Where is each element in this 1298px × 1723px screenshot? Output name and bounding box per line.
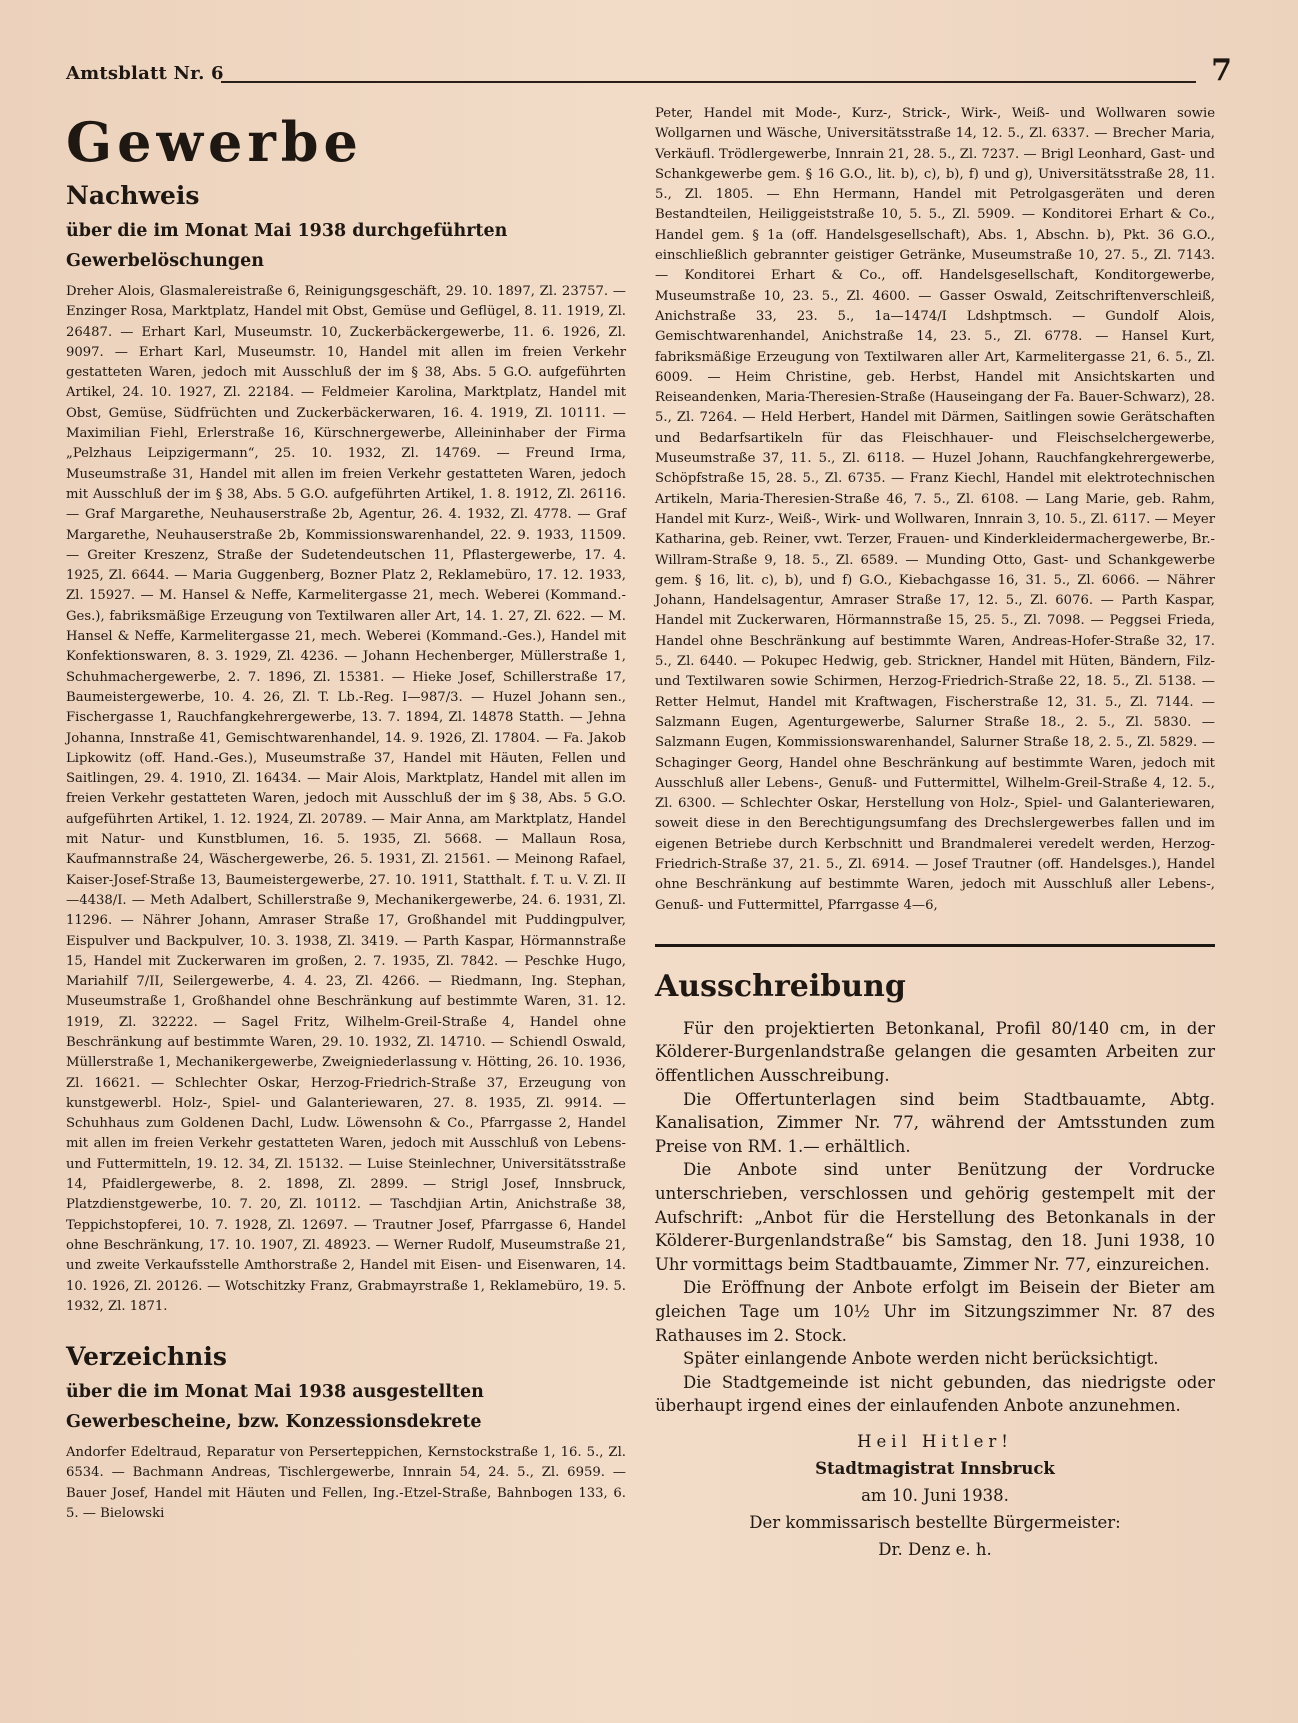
verzeichnis-continued-text: Peter, Handel mit Mode-, Kurz-, Strick-, Wirk-, Weiß- und Wollwaren sowie Wollgarnen und Wäsche, Universitätsstraße 14, 12. 5., Zl. 6337. — Brecher Maria, Verkäufl. Trödlergewerbe, Innrain 21, 28. 5., Zl. 7237. — Brigl Leonhard, Gast- und Schankgewerbe gem. § 16 G.O., lit. b), c), b), f) und g), Universitätsstraße 28, 11. 5., Zl. 1805. — Ehn Hermann, Handel mit Petrolgasgeräten und deren Bestandteilen, Heiliggeiststraße 10, 5. 5., Zl. 5909. — Konditorei Erhart & Co., Handel gem. § 1a (off. Handelsgesellschaft), Abs. 1, Abschn. b), Pkt. 36 G.O., einschließlich gebrannter geistiger Getränke, Museumstraße 10, 27. 5., Zl. 7143. — Konditorei Erhart & Co., off. Handelsgesellschaft, Konditorgewerbe, Museumstraße 10, 23. 5., Zl. 4600. — Gasser Oswald, Zeitschriftenverschleiß, Anichstraße 33, 23. 5., 1a—1474/I Ldshptmsch. — Gundolf Alois, Gemischtwarenhandel, Anichstraße 14, 23. 5., Zl. 6778. — Hansel Kurt, fabriksmäßige Erzeugung von Textilwaren aller Art, Karmelitergasse 21, 6. 5., Zl. 6009. — Heim Christine, geb. Herbst, Handel mit Ansichtskarten und Reiseandenken, Maria-Theresien-Straße (Hauseingang der Fa. Bauer-Schwarz), 28. 5., Zl. 7264. — Held Herbert, Handel mit Därmen, Saitlingen sowie Gerätschaften und Bedarfsartikeln für das Fleischhauer- und Fleischselchergewerbe, Museumstraße 37, 11. 5., Zl. 6118. — Huzel Johann, Rauchfangkehrergewerbe, Schöpfstraße 15, 28. 5., Zl. 6735. — Franz Kiechl, Handel mit elektrotechnischen Artikeln, Maria-Theresien-Straße 46, 7. 5., Zl. 6108. — Lang Marie, geb. Rahm, Handel mit Kurz-, Weiß-, Wirk- und Wollwaren, Innrain 3, 10. 5., Zl. 6117. — Meyer Katharina, geb. Reiner, vwt. Terzer, Frauen- und Kinderkleidermachergewerbe, Br.-Willram-Straße 9, 18. 5., Zl. 6589. — Munding Otto, Gast- und Schankgewerbe gem. § 16, lit. c), b), und f) G.O., Kiebachgasse 16, 31. 5., Zl. 6066. — Nährer Johann, Handelsagentur, Amraser Straße 17, 12. 5., Zl. 6076. — Parth Kaspar, Handel mit Zuckerwaren, Hörmannstraße 15, 25. 5., Zl. 7098. — Peggsei Frieda, Handel ohne Beschränkung auf bestimmte Waren, Andreas-Hofer-Straße 32, 17. 5., Zl. 6440. — Pokupec Hedwig, geb. Strickner, Handel mit Hüten, Bändern, Filz- und Textilwaren sowie Schirmen, Herzog-Friedrich-Straße 22, 18. 5., Zl. 5138. — Retter Helmut, Handel mit Kraftwagen, Fischerstraße 12, 31. 5., Zl. 7144. — Salzmann Eugen, Agenturgewerbe, Salurner Straße 18., 2. 5., Zl. 5830. — Salzmann Eugen, Kommissionswarenhandel, Salurner Straße 18, 2. 5., Zl. 5829. — Schaginger Georg, Handel ohne Beschränkung auf bestimmte Waren, jedoch mit Ausschluß aller Lebens-, Genuß- und Futtermittel, Wilhelm-Greil-Straße 4, 12. 5., Zl. 6300. — Schlechter Oskar, Herstellung von Holz-, Spiel- und Galanteriewaren, soweit diese in den Berechtigungsumfang des Drechslergewerbes fallen und im eigenen Betriebe durch Kerbschnitt und Brandmalerei veredelt werden, Herzog-Friedrich-Straße 37, 21. 5., Zl. 6914. — Josef Trautner (off. Handelsges.), Handel ohne Beschränkung auf bestimmte Waren, jedoch mit Ausschluß aller Lebens-, Genuß- und Futtermittel, Pfarrgasse 4—6,: [655, 106, 1215, 913]
left-column: [66, 104, 626, 1524]
running-head: [66, 53, 1232, 89]
nachweis-text: Dreher Alois, Glasmalereistraße 6, Reinigungsgeschäft, 29. 10. 1897, Zl. 23757. — Enzinger Rosa, Marktplatz, Handel mit Obst, Gemüse und Geflügel, 8. 11. 1919, Zl. 26487. — Erhart Karl, Museumstr. 10, Zuckerbäckergewerbe, 11. 6. 1926, Zl. 9097. — Erhart Karl, Museumstr. 10, Handel mit allen im freien Verkehr gestatteten Waren, jedoch mit Ausschluß der im § 38, Abs. 5 G.O. aufgeführten Artikel, 24. 10. 1927, Zl. 22184. — Feldmeier Karolina, Marktplatz, Handel mit Obst, Gemüse, Südfrüchten und Zuckerbäckerwaren, 16. 4. 1919, Zl. 10111. — Maximilian Fiehl, Erlerstraße 16, Kürschnergewerbe, Alleininhaber der Firma „Pelzhaus Leipzigermann“, 25. 10. 1932, Zl. 14769. — Freund Irma, Museumstraße 31, Handel mit allen im freien Verkehr gestatteten Waren, jedoch mit Ausschluß der im § 38, Abs. 5 G.O. aufgeführten Artikel, 1. 8. 1912, Zl. 26116. — Graf Margarethe, Neuhauserstraße 2b, Agentur, 26. 4. 1932, Zl. 4778. — Graf Margarethe, Neuhauserstraße 2b, Kommissionswarenhandel, 22. 9. 1933, 11509. — Greiter Kreszenz, Straße der Sudetendeutschen 11, Pflastergewerbe, 17. 4. 1925, Zl. 6644. — Maria Guggenberg, Bozner Platz 2, Reklamebüro, 17. 12. 1933, Zl. 15927. — M. Hansel & Neffe, Karmelitergasse 21, mech. Weberei (Kommand.-Ges.), fabriksmäßige Erzeugung von Textilwaren aller Art, 14. 1. 27, Zl. 622. — M. Hansel & Neffe, Karmelitergasse 21, mech. Weberei (Kommand.-Ges.), Handel mit Konfektionswaren, 8. 3. 1929, Zl. 4236. — Johann Hechenberger, Müllerstraße 1, Schuhmachergewerbe, 2. 7. 1896, Zl. 15381. — Hieke Josef, Schillerstraße 17, Baumeistergewerbe, 10. 4. 26, Zl. T. Lb.-Reg. I—987/3. — Huzel Johann sen., Fischergasse 1, Rauchfangkehrergewerbe, 13. 7. 1894, Zl. 14878 Statth. — Jehna Johanna, Innstraße 41, Gemischtwarenhandel, 14. 9. 1926, Zl. 17804. — Fa. Jakob Lipkowitz (off. Hand.-Ges.), Museumstraße 37, Handel mit Häuten, Fellen und Saitlingen, 29. 4. 1910, Zl. 16434. — Mair Alois, Marktplatz, Handel mit allen im freien Verkehr gestatteten Waren, jedoch mit Ausschluß der im § 38, Abs. 5 G.O. aufgeführten Artikel, 1. 12. 1924, Zl. 20789. — Mair Anna, am Marktplatz, Handel mit Natur- und Kunstblumen, 16. 5. 1935, Zl. 5668. — Mallaun Rosa, Kaufmannstraße 24, Wäschergewerbe, 26. 5. 1931, Zl. 21561. — Meinong Rafael, Kaiser-Josef-Straße 13, Baumeistergewerbe, 27. 10. 1911, Statthalt. f. T. u. V. Zl. II—4438/I. — Meth Adalbert, Schillerstraße 9, Mechanikergewerbe, 24. 6. 1931, Zl. 11296. — Nährer Johann, Amraser Straße 17, Großhandel mit Puddingpulver, Eispulver und Backpulver, 10. 3. 1938, Zl. 3419. — Parth Kaspar, Hörmannstraße 15, Handel mit Zuckerwaren im großen, 2. 7. 1935, Zl. 7842. — Peschke Hugo, Mariahilf 7/II, Seilergewerbe, 4. 4. 23, Zl. 4266. — Riedmann, Ing. Stephan, Museumstraße 1, Großhandel ohne Beschränkung auf bestimmte Waren, 31. 12. 1919, Zl. 32222. — Sagel Fritz, Wilhelm-Greil-Straße 4, Handel ohne Beschränkung auf bestimmte Waren, 29. 10. 1932, Zl. 14710. — Schiendl Oswald, Müllerstraße 1, Mechanikergewerbe, Zweigniederlassung v. Hötting, 26. 10. 1936, Zl. 16621. — Schlechter Oskar, Herzog-Friedrich-Straße 37, Erzeugung von kunstgewerbl. Holz-, Spiel- und Galanteriewaren, 27. 8. 1935, Zl. 9914. — Schuhhaus zum Goldenen Dachl, Ludw. Löwensohn & Co., Pfarrgasse 2, Handel mit allen im freien Verkehr gestatteten Waren, jedoch mit Ausschluß von Lebens- und Futtermitteln, 19. 12. 34, Zl. 15132. — Luise Steinlechner, Universitätsstraße 14, Pfaidlergewerbe, 8. 2. 1898, Zl. 2899. — Strigl Josef, Innsbruck, Platzdienstgewerbe, 10. 7. 20, Zl. 10112. — Taschdjian Artin, Anichstraße 38, Teppichstopferei, 10. 7. 1928, Zl. 12697. — Trautner Josef, Pfarrgasse 6, Handel ohne Beschränkung, 17. 10. 1907, Zl. 48923. — Werner Rudolf, Museumstraße 21, und zweite Verkaufsstelle Amthorstraße 2, Handel mit Eisen- und Eisenwaren, 14. 10. 1926, Zl. 20126. — Wotschitzky Franz, Grabmayrstraße 1, Reklamebüro, 19. 5. 1932, Zl. 1871.: [66, 284, 626, 1314]
section-gap: [66, 1317, 626, 1335]
nachweis-heading: Nachweis: [66, 181, 200, 210]
verzeichnis-subheading: über die im Monat Mai 1938 ausgestellten Gewerbescheine, bzw. Konzessionsdekrete: [66, 1382, 484, 1433]
issuing-authority: Stadtmagistrat Innsbruck: [815, 1458, 1055, 1478]
ausschreibung-paragraph: Die Eröffnung der Anbote erfolgt im Beisein der Bieter am gleichen Tage um 10½ Uhr im Sitzungszimmer Nr. 87 des Rathauses im 2. Stock.: [655, 1278, 1215, 1345]
issue-date: am 10. Juni 1938.: [861, 1485, 1009, 1505]
section-title-gewerbe: Gewerbe: [66, 110, 363, 174]
header-rule: [221, 81, 1196, 83]
ausschreibung-paragraph: Später einlangende Anbote werden nicht berücksichtigt.: [683, 1349, 1159, 1369]
issue-label: Amtsblatt Nr. 6: [66, 63, 224, 84]
ausschreibung-paragraph: Für den projektierten Betonkanal, Profil 80/140 cm, in der Kölderer-Burgenlandstraße gelangen die gesamten Arbeiten zur öffentlichen Ausschreibung.: [655, 1018, 1215, 1086]
nachweis-subheading: über die im Monat Mai 1938 durchgeführten Gewerbelöschungen: [66, 221, 508, 271]
ausschreibung-heading: Ausschreibung: [655, 968, 906, 1004]
ausschreibung-paragraph: Die Stadtgemeinde ist nicht gebunden, das niedrigste oder überhaupt irgend eines der einlaufenden Anbote anzunehmen.: [655, 1372, 1215, 1416]
page-number: 7: [1211, 53, 1232, 88]
ausschreibung-paragraph: Die Offertunterlagen sind beim Stadtbauamte, Abtg. Kanalisation, Zimmer Nr. 77, während der Amtsstunden zum Preise von RM. 1.— erhältlich.: [655, 1089, 1215, 1156]
verzeichnis-heading: Verzeichnis: [66, 1342, 227, 1372]
section-divider: [655, 944, 1215, 947]
greeting: Heil Hitler!: [857, 1431, 1013, 1451]
ausschreibung-paragraph: Die Anbote sind unter Benützung der Vordrucke unterschrieben, verschlossen und gehörig gestempelt mit der Aufschrift: „Anbot für die Herstellung des Betonkanals in der Kölderer-Burgenlandstraße“ bis Samstag, den 18. Juni 1938, 10 Uhr vormittags beim Stadtbauamte, Zimmer Nr. 77, einzureichen.: [655, 1160, 1215, 1274]
right-column: [655, 104, 1215, 1563]
signatory-name: Dr. Denz e. h.: [878, 1539, 992, 1559]
signatory-title: Der kommissarisch bestellte Bürgermeister:: [749, 1512, 1121, 1532]
verzeichnis-text: Andorfer Edeltraud, Reparatur von Perserteppichen, Kernstockstraße 1, 16. 5., Zl. 6534. — Bachmann Andreas, Tischlergewerbe, Innrain 54, 24. 5., Zl. 6959. — Bauer Josef, Handel mit Häuten und Fellen, Ing.-Etzel-Straße, Bahnbogen 133, 6. 5. — Bielowski: [66, 1445, 626, 1522]
